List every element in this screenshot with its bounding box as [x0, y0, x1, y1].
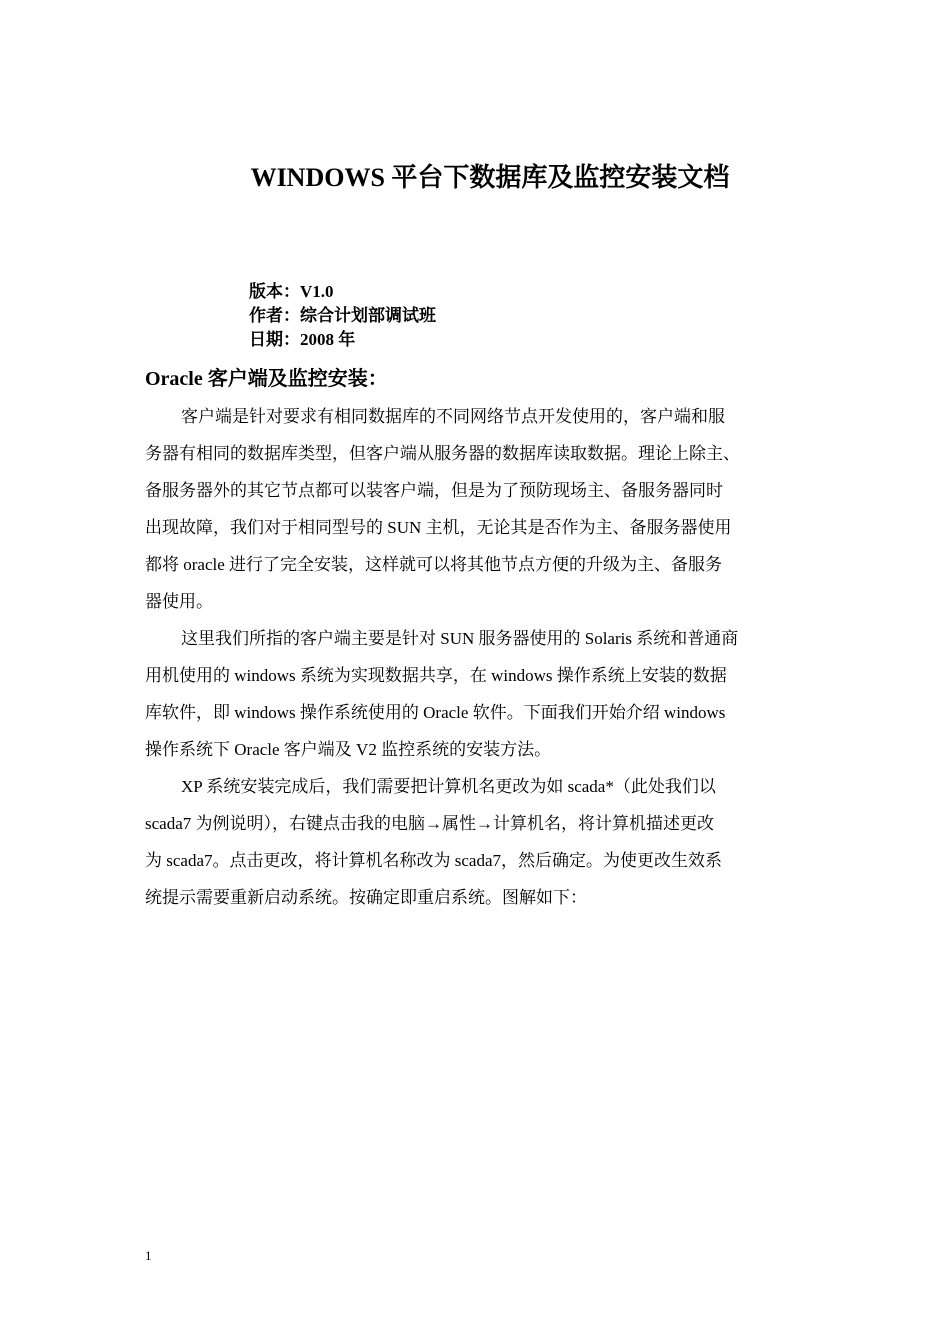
paragraph-2	[145, 620, 825, 768]
paragraph-line: 为 scada7。点击更改，将计算机名称改为 scada7，然后确定。为使更改生效系	[145, 851, 723, 870]
paragraph-line: 用机使用的 windows 系统为实现数据共享，在 windows 操作系统上安装的数据	[145, 666, 727, 685]
paragraph-1	[145, 398, 825, 620]
paragraph-line: 都将 oracle 进行了完全安装，这样就可以将其他节点方便的升级为主、备服务	[145, 555, 723, 574]
paragraph-line: 统提示需要重新启动系统。按确定即重启系统。图解如下：	[145, 888, 587, 907]
document-meta	[249, 280, 436, 352]
paragraph-line: 这里我们所指的客户端主要是针对 SUN 服务器使用的 Solaris 系统和普通商	[181, 629, 739, 648]
paragraph-line: 出现故障，我们对于相同型号的 SUN 主机，无论其是否作为主、备服务器使用	[145, 518, 732, 537]
paragraph-line: 库软件，即 windows 操作系统使用的 Oracle 软件。下面我们开始介绍 windows	[145, 703, 726, 722]
page-number: 1	[145, 1248, 152, 1263]
paragraph-line: 器使用。	[145, 592, 213, 611]
document-title: WINDOWS 平台下数据库及监控安装文档	[250, 163, 730, 192]
version-line: 版本：V1.0	[249, 282, 334, 301]
author-line: 作者：综合计划部调试班	[249, 306, 436, 325]
paragraph-line: 客户端是针对要求有相同数据库的不同网络节点开发使用的，客户端和服	[181, 407, 725, 426]
document-body	[145, 398, 825, 916]
paragraph-line: scada7 为例说明），右键点击我的电脑→属性→计算机名，将计算机描述更改	[145, 814, 715, 833]
paragraph-line: 备服务器外的其它节点都可以装客户端，但是为了预防现场主、备服务器同时	[145, 481, 723, 500]
paragraph-line: 操作系统下 Oracle 客户端及 V2 监控系统的安装方法。	[145, 740, 552, 759]
paragraph-line: XP 系统安装完成后，我们需要把计算机名更改为如 scada*（此处我们以	[181, 777, 716, 796]
section-heading: Oracle 客户端及监控安装：	[145, 368, 388, 390]
paragraph-3	[145, 768, 825, 916]
paragraph-line: 务器有相同的数据库类型，但客户端从服务器的数据库读取数据。理论上除主、	[145, 444, 740, 463]
date-line: 日期：2008 年	[249, 330, 356, 349]
